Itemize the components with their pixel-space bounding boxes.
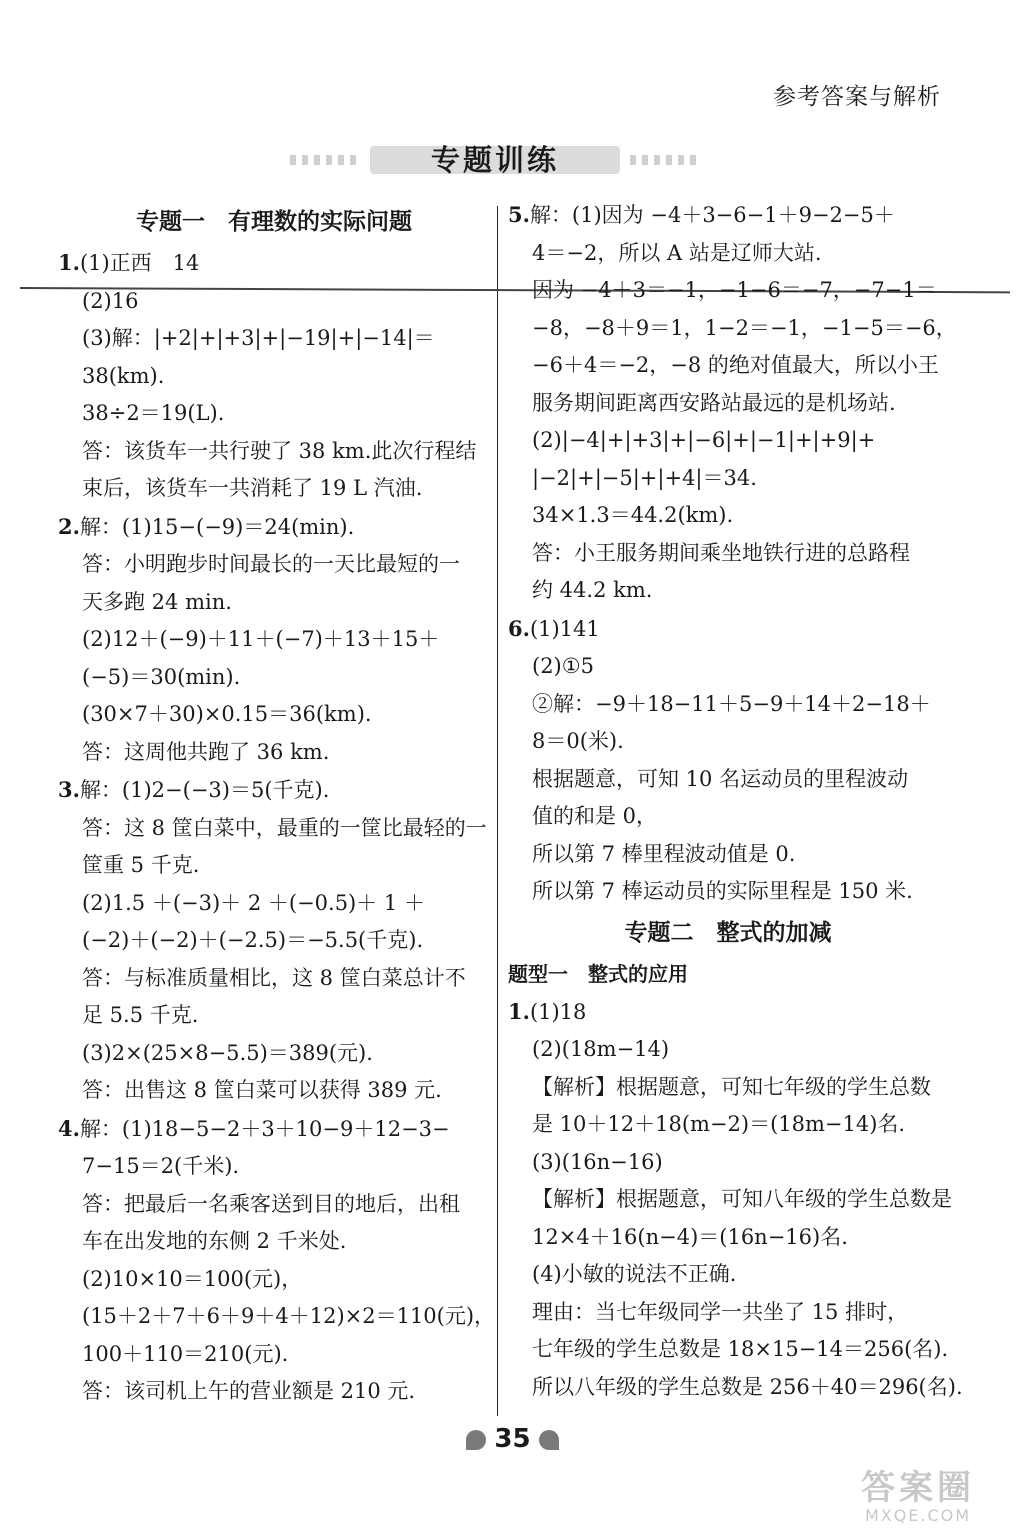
answer-text: (2)10×10＝100(元)， <box>82 1266 303 1291</box>
question-number: 1. <box>508 998 530 1024</box>
question-number: 1. <box>58 250 80 275</box>
answer-line <box>508 1369 963 1407</box>
section-title-1: 专题一 有理数的实际问题 <box>136 209 412 235</box>
answer-line <box>508 1106 948 1144</box>
answer-line <box>58 621 490 659</box>
answer-text: 所以八年级的学生总数是 256＋40＝296(名). <box>532 1374 963 1399</box>
left-column <box>58 200 496 1411</box>
answer-text: 天多跑 24 min. <box>82 589 232 614</box>
answer-text: (15＋2＋7＋6＋9＋4＋12)×2＝110(元)， <box>82 1304 496 1328</box>
answer-line <box>58 997 490 1035</box>
question-number: 3. <box>58 777 80 802</box>
answer-text: ②解：−9＋18−11＋5−9＋14＋2−18＋ <box>532 691 931 716</box>
answer-line <box>58 508 490 547</box>
answer-text: 七年级的学生总数是 18×15−14＝256(名). <box>532 1337 949 1361</box>
leaf-icon <box>466 1430 486 1450</box>
answer-line <box>58 734 490 772</box>
answer-text: 答：这 8 筐白菜中，最重的一筐比最轻的一 <box>82 815 487 840</box>
answer-line <box>508 1181 952 1219</box>
question-number: 2. <box>58 513 80 539</box>
answer-text: 束后，该货车一共消耗了 19 L 汽油. <box>82 476 423 500</box>
answer-text: 12×4＋16(n−4)＝(16n−16)名. <box>532 1224 848 1249</box>
answer-text: 所以第 7 棒运动员的实际里程是 150 米. <box>532 879 913 903</box>
answer-line <box>508 610 948 649</box>
watermark-logo <box>823 1470 1013 1530</box>
answer-text: (2)12＋(−9)＋11＋(−7)＋13＋15＋ <box>82 627 440 651</box>
answer-line <box>508 993 948 1032</box>
answer-text: 根据题意，可知 10 名运动员的里程波动 <box>532 766 909 791</box>
answer-text: 所以第 7 棒里程波动值是 0. <box>532 841 796 866</box>
answer-text: 是 10＋12＋18(m−2)＝(18m−14)名. <box>532 1112 906 1136</box>
answer-text: 答：小王服务期间乘坐地铁行进的总路程 <box>532 540 910 565</box>
answer-text: (1)141 <box>529 616 600 641</box>
answer-line <box>58 1110 490 1149</box>
answer-line <box>508 1031 948 1069</box>
answer-line <box>58 358 490 396</box>
answer-line <box>508 310 957 348</box>
answer-line <box>508 798 948 836</box>
column-divider <box>497 206 498 1416</box>
answer-text: 约 44.2 km. <box>532 578 653 602</box>
answer-line <box>58 960 490 998</box>
answer-line <box>58 283 490 321</box>
answer-text: 答：把最后一名乘客送到目的地后，出租 <box>82 1191 460 1216</box>
answer-line <box>58 1223 490 1261</box>
question-number: 4. <box>58 1115 80 1141</box>
answer-line <box>508 648 948 686</box>
answer-text: 答：该货车一共行驶了 38 km.此次行程结 <box>82 438 477 463</box>
left-answer-lines <box>58 244 496 1411</box>
answer-text: 值的和是 0， <box>532 804 658 828</box>
answer-text: 解：(1)18−5−2＋3＋10−9＋12−3− <box>79 1116 450 1141</box>
answer-line <box>58 1072 490 1110</box>
answer-text: 服务期间距离西安路站最远的是机场站. <box>532 390 896 415</box>
answer-text: 34×1.3＝44.2(km). <box>532 503 734 527</box>
answer-line <box>508 836 948 874</box>
answer-line <box>58 771 490 810</box>
answer-text: |−2|+|−5|+|+4|＝34. <box>532 465 757 490</box>
answer-line <box>58 433 490 471</box>
answer-text: (3)解：|+2|+|+3|+|−19|+|−14|＝ <box>82 326 435 350</box>
answer-line <box>508 497 948 535</box>
answer-line <box>58 1186 490 1224</box>
answer-line <box>58 922 490 960</box>
answer-text: 解：(1)15−(−9)＝24(min). <box>79 514 355 539</box>
answer-text: (2)①5 <box>532 654 594 678</box>
answer-line <box>58 470 490 508</box>
header-title: 参考答案与解析 <box>773 84 941 110</box>
answer-text: (1)18 <box>529 999 587 1024</box>
answer-text: 【解析】根据题意，可知七年级的学生总数 <box>532 1074 931 1099</box>
watermark-url: MXQE.COM <box>864 1506 972 1525</box>
answer-line <box>508 235 948 273</box>
answer-line <box>508 196 948 235</box>
right-column <box>508 196 963 1406</box>
answer-text: 答：与标准质量相比，这 8 筐白菜总计不 <box>82 965 466 990</box>
watermark-text: 答案圈 <box>861 1468 975 1508</box>
answer-line <box>508 761 948 799</box>
answer-text: 答：小明跑步时间最长的一天比最短的一 <box>82 552 460 576</box>
answer-line <box>58 1373 490 1411</box>
answer-text: 答：该司机上午的营业额是 210 元. <box>82 1379 416 1403</box>
answer-text: 4＝−2，所以 A 站是辽师大站. <box>532 240 822 265</box>
answer-text: 38÷2＝19(L). <box>82 401 225 425</box>
answer-text: 车在出发地的东侧 2 千米处. <box>82 1229 347 1253</box>
answer-line <box>508 1294 948 1332</box>
question-number: 6. <box>508 615 530 641</box>
answer-line <box>508 1256 948 1294</box>
answer-line <box>58 584 490 622</box>
answer-line <box>508 535 948 573</box>
answer-line <box>58 885 490 923</box>
answer-text: 答：这周他共跑了 36 km. <box>82 739 330 764</box>
answer-line <box>508 1331 948 1369</box>
type-title-1: 题型一 整式的应用 <box>508 961 688 986</box>
answer-line <box>58 1035 490 1073</box>
answer-line <box>58 1148 490 1186</box>
answer-text: 足 5.5 千克. <box>82 1003 199 1027</box>
answer-line <box>508 422 948 460</box>
answer-text: (1)正西 14 <box>79 251 200 275</box>
answer-line <box>508 686 948 724</box>
answer-line <box>58 546 490 584</box>
answer-text: (2)16 <box>82 288 139 313</box>
answer-line <box>508 1219 948 1257</box>
answer-text: 100＋110＝210(元). <box>82 1341 289 1366</box>
right-answer-lines-a <box>508 196 957 911</box>
section-banner <box>280 132 710 188</box>
answer-line <box>58 847 490 885</box>
answer-text: 38(km). <box>82 363 165 388</box>
right-answer-lines-b <box>508 993 963 1407</box>
answer-line <box>58 659 490 697</box>
answer-line <box>58 1298 496 1336</box>
answer-line <box>58 320 490 358</box>
answer-text: −8，−8＋9＝1，1−2＝−1，−1−5＝−6， <box>532 315 957 340</box>
answer-text: 解：(1)因为 −4＋3−6−1＋9−2−5＋ <box>529 203 895 227</box>
answer-text: 【解析】根据题意，可知八年级的学生总数是 <box>532 1187 952 1211</box>
page-footer <box>0 1424 1025 1454</box>
answer-line <box>508 347 948 385</box>
answer-line <box>58 1336 490 1374</box>
answer-line <box>58 810 490 848</box>
section-title-2: 专题二 整式的加减 <box>624 919 832 946</box>
answer-text: (4)小敏的说法不正确. <box>532 1262 737 1286</box>
leaf-icon <box>539 1430 559 1450</box>
answer-text: (2)1.5 ＋(−3)＋ 2 ＋(−0.5)＋ 1 ＋ <box>82 890 425 915</box>
answer-text: (3)(16n−16) <box>532 1149 663 1174</box>
answer-text: (−2)＋(−2)＋(−2.5)＝−5.5(千克). <box>82 928 424 952</box>
answer-text: 7−15＝2(千米). <box>82 1154 240 1178</box>
answer-line <box>508 1069 948 1107</box>
answer-text: (2)|−4|+|+3|+|−6|+|−1|+|+9|+ <box>532 428 876 452</box>
answer-line <box>508 572 948 610</box>
answer-line <box>58 696 490 734</box>
answer-text: 解：(1)2−(−3)＝5(千克). <box>79 778 330 802</box>
answer-text: −6＋4＝−2，−8 的绝对值最大，所以小王 <box>532 353 939 377</box>
answer-text: (2)(18m−14) <box>532 1037 670 1061</box>
answer-line <box>58 1261 490 1299</box>
answer-text: 理由：当七年级同学一共坐了 15 排时， <box>532 1299 909 1324</box>
answer-line <box>58 244 490 283</box>
answer-text: 8＝0(米). <box>532 729 624 753</box>
answer-line <box>508 1144 948 1182</box>
answer-line <box>508 723 948 761</box>
answer-text: (30×7＋30)×0.15＝36(km). <box>82 702 372 726</box>
banner-title: 专题训练 <box>430 143 559 177</box>
page-number: 35 <box>494 1424 531 1454</box>
answer-text: 答：出售这 8 筐白菜可以获得 389 元. <box>82 1078 442 1102</box>
answer-line <box>508 272 948 310</box>
answer-line <box>508 873 948 911</box>
answer-text: 筐重 5 千克. <box>82 853 200 877</box>
answer-line <box>58 395 490 433</box>
answer-text: (−5)＝30(min). <box>82 664 241 689</box>
answer-line <box>508 385 948 423</box>
answer-line <box>508 460 948 498</box>
question-number: 5. <box>508 202 530 227</box>
answer-text: 因为 −4＋3＝−1，−1−6＝−7，−7−1＝ <box>532 278 937 302</box>
answer-text: (3)2×(25×8−5.5)＝389(元). <box>82 1040 373 1065</box>
